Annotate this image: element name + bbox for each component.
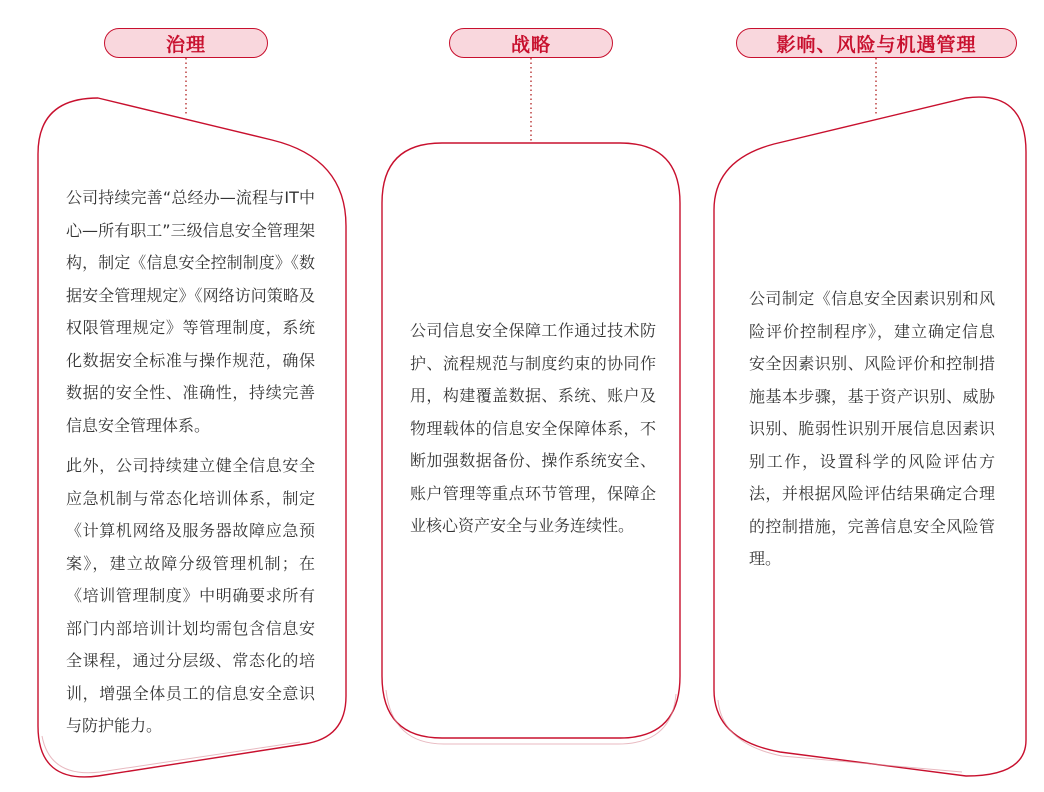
- impact-header: 影响、风险与机遇管理: [736, 28, 1017, 58]
- strategy-header: 战略: [449, 28, 613, 58]
- strategy-body: [410, 315, 656, 543]
- governance-paragraph-1: 公司持续完善“总经办—流程与IT中心—所有职工”三级信息安全管理架构，制定《信息安全控制制度》《数据安全管理规定》《网络访问策略及权限管理规定》等管理制度，系统化数据安全标准与操作规范，确保数据的安全性、准确性，持续完善信息安全管理体系。: [66, 188, 315, 435]
- governance-header: 治理: [104, 28, 268, 58]
- governance-paragraph-2: 此外，公司持续建立健全信息安全应急机制与常态化培训体系，制定《计算机网络及服务器故障应急预案》，建立故障分级管理机制；在《培训管理制度》中明确要求所有部门内部培训计划均需包含信息安全课程，通过分层级、常态化的培训，增强全体员工的信息安全意识与防护能力。: [66, 456, 315, 735]
- impact-paragraph: 公司制定《信息安全因素识别和风险评价控制程序》，建立确定信息安全因素识别、风险评价和控制措施基本步骤，基于资产识别、威胁识别、脆弱性识别开展信息因素识别工作，设置科学的风险评估方法，并根据风险评估结果确定合理的控制措施，完善信息安全风险管理。: [749, 289, 995, 568]
- governance-body: [66, 182, 315, 743]
- impact-body: [749, 283, 995, 576]
- strategy-paragraph: 公司信息安全保障工作通过技术防护、流程规范与制度约束的协同作用，构建覆盖数据、系统、账户及物理载体的信息安全保障体系，不断加强数据备份、操作系统安全、账户管理等重点环节管理，保障企业核心资产安全与业务连续性。: [410, 321, 656, 535]
